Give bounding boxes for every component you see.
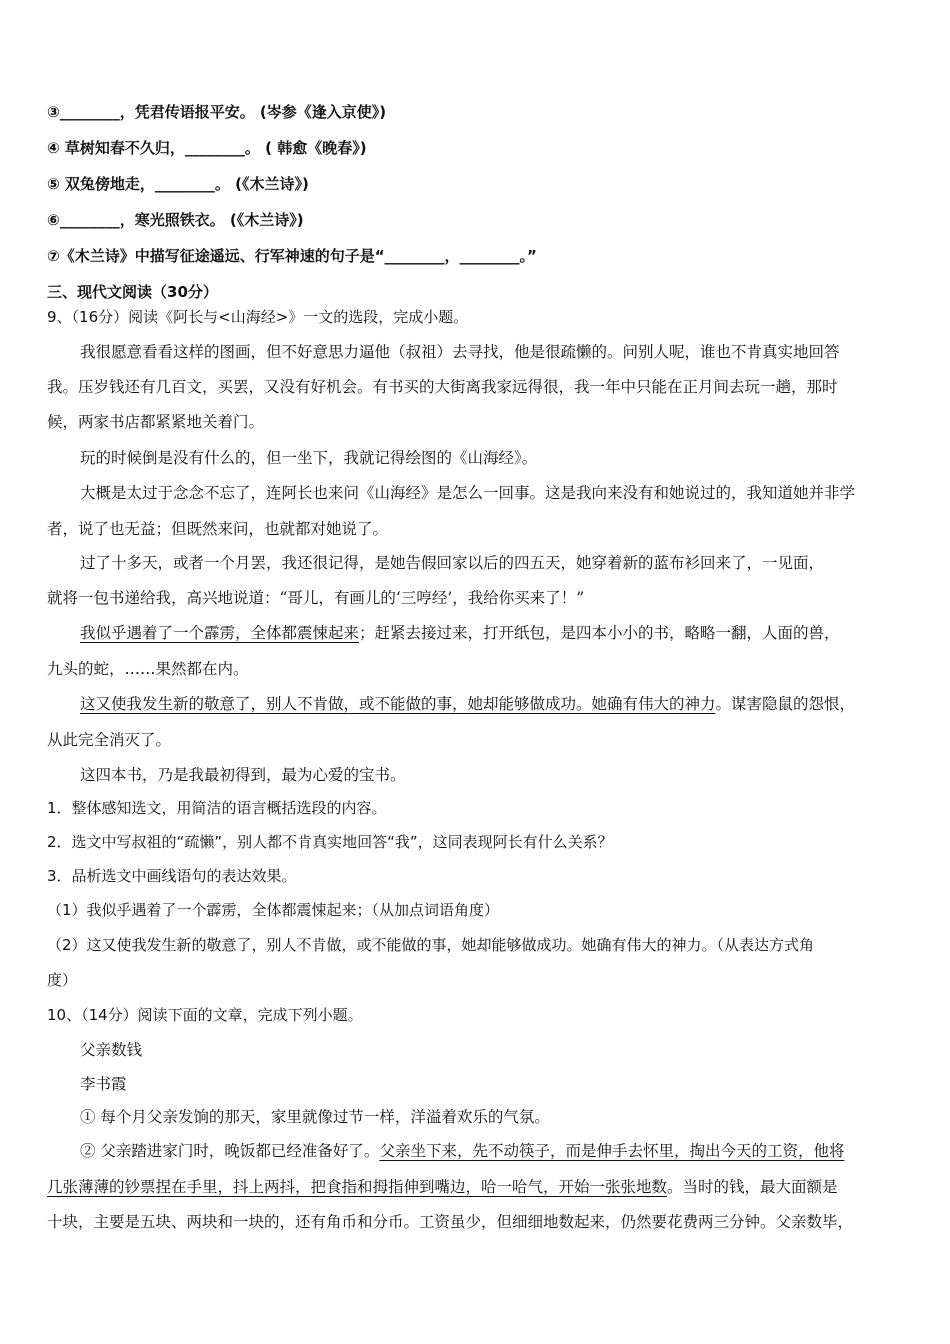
q10-header: 10、（14分）阅读下面的文章，完成下列小题。 xyxy=(47,1006,363,1024)
q9-sub3a: （1）我似乎遇着了一个霹雳，全体都震悚起来；（从加点词语角度） xyxy=(47,901,500,919)
q9-p4-line1: 过了十多天，或者一个月罢，我还很记得，是她告假回家以后的四五天，她穿着新的蓝布衫回来了，一见面， xyxy=(80,554,825,572)
q9-p5-underlined: 我似乎遇着了一个霹雳，全体都震悚起来 xyxy=(80,624,360,642)
q9-p5-rest: ；赶紧去接过来，打开纸包，是四本小小的书，略略一翻，人面的兽， xyxy=(359,624,840,642)
q9-p1-line3: 候，两家书店都紧紧地关着门。 xyxy=(47,413,265,431)
q9-p6-underlined: 这又使我发生新的敬意了，别人不肯做，或不能做的事，她却能够做成功。她确有伟大的神力 xyxy=(80,695,716,713)
q9-sub3: 3．品析选文中画线语句的表达效果。 xyxy=(47,867,297,885)
q9-sub1: 1．整体感知选文，用简洁的语言概括选段的内容。 xyxy=(47,799,387,817)
q9-p1-line2: 我。压岁钱还有几百文，买罢，又没有好机会。有书买的大街离我家远得很，我一年中只能在正月间去玩一趟，那时 xyxy=(47,378,838,396)
q10-title: 父亲数钱 xyxy=(80,1041,143,1059)
poetry-q6: ⑥________，寒光照铁衣。 (《木兰诗》) xyxy=(47,211,304,229)
section-title: 三、现代文阅读（30分） xyxy=(47,283,218,301)
q9-header: 9、（16分）阅读《阿长与<山海经>》一文的选段，完成小题。 xyxy=(47,308,469,326)
q9-p3-line1: 大概是太过于念念不忘了，连阿长也来问《山海经》是怎么一回事。这是我向来没有和她说过的，我知道她并非学 xyxy=(80,484,856,502)
q9-p5-line1 xyxy=(80,622,840,644)
q9-p3-line2: 者，说了也无益；但既然来问，也就都对她说了。 xyxy=(47,520,389,538)
q10-p2-pre: ② 父亲踏进家门时，晚饭都已经准备好了。 xyxy=(80,1142,380,1160)
q10-p2-line2-rest: 。当时的钱，最大面额是 xyxy=(667,1178,838,1196)
poetry-q4: ④ 草树知春不久归，________。 ( 韩愈《晚春》) xyxy=(47,139,367,157)
q9-p6-line1 xyxy=(80,693,855,715)
q9-p4-line2: 就将一包书递给我，高兴地说道：“哥儿，有画儿的‘三哼经’，我给你买来了！” xyxy=(47,589,585,607)
q9-p6-rest: 。谋害隐鼠的怨恨， xyxy=(715,695,856,713)
q9-p1-line1: 我很愿意看看这样的图画，但不好意思力逼他（叔祖）去寻找，他是很疏懒的。问别人呢，谁也不肯真实地回答 xyxy=(80,343,840,361)
q10-p2-line2-underlined: 几张薄薄的钞票捏在手里，抖上两抖，把食指和拇指伸到嘴边，哈一哈气，开始一张张地数 xyxy=(47,1178,668,1196)
q10-p2-underlined: 父亲坐下来，先不动筷子，而是伸手去怀里，掏出今天的工资，他将 xyxy=(379,1142,845,1160)
poetry-q3: ③________，凭君传语报平安。 (岑参《逢入京使》) xyxy=(47,103,387,121)
q9-sub3b-line2: 度） xyxy=(47,971,78,989)
q10-author: 李书霞 xyxy=(80,1075,127,1093)
poetry-q7: ⑦《木兰诗》中描写征途遥远、行军神速的句子是“________，________。” xyxy=(47,247,537,265)
q9-p2: 玩的时候倒是没有什么的，但一坐下，我就记得绘图的《山海经》。 xyxy=(80,449,538,467)
q10-p2-line3: 十块，主要是五块、两块和一块的，还有角币和分币。工资虽少，但细细地数起来，仍然要花费两三分钟。父亲数毕， xyxy=(47,1213,854,1231)
q10-p2-line2 xyxy=(47,1176,838,1198)
q9-p7: 这四本书，乃是我最初得到，最为心爱的宝书。 xyxy=(80,766,406,784)
q9-p6-line2: 从此完全消灭了。 xyxy=(47,731,172,749)
q10-p2-line1 xyxy=(80,1140,844,1162)
q9-sub3b-line1: （2）这又使我发生新的敬意了，别人不肯做，或不能做的事，她却能够做成功。她确有伟大的神力。（从表达方式角 xyxy=(47,936,815,954)
poetry-q5: ⑤ 双兔傍地走，________。 (《木兰诗》) xyxy=(47,175,309,193)
q9-p5-line2: 九头的蛇，……果然都在内。 xyxy=(47,660,249,678)
q10-p1: ① 每个月父亲发饷的那天，家里就像过节一样，洋溢着欢乐的气氛。 xyxy=(80,1108,550,1126)
q9-sub2: 2．选文中写叔祖的“疏懒”，别人都不肯真实地回答“我”，这同表现阿长有什么关系？ xyxy=(47,833,613,851)
